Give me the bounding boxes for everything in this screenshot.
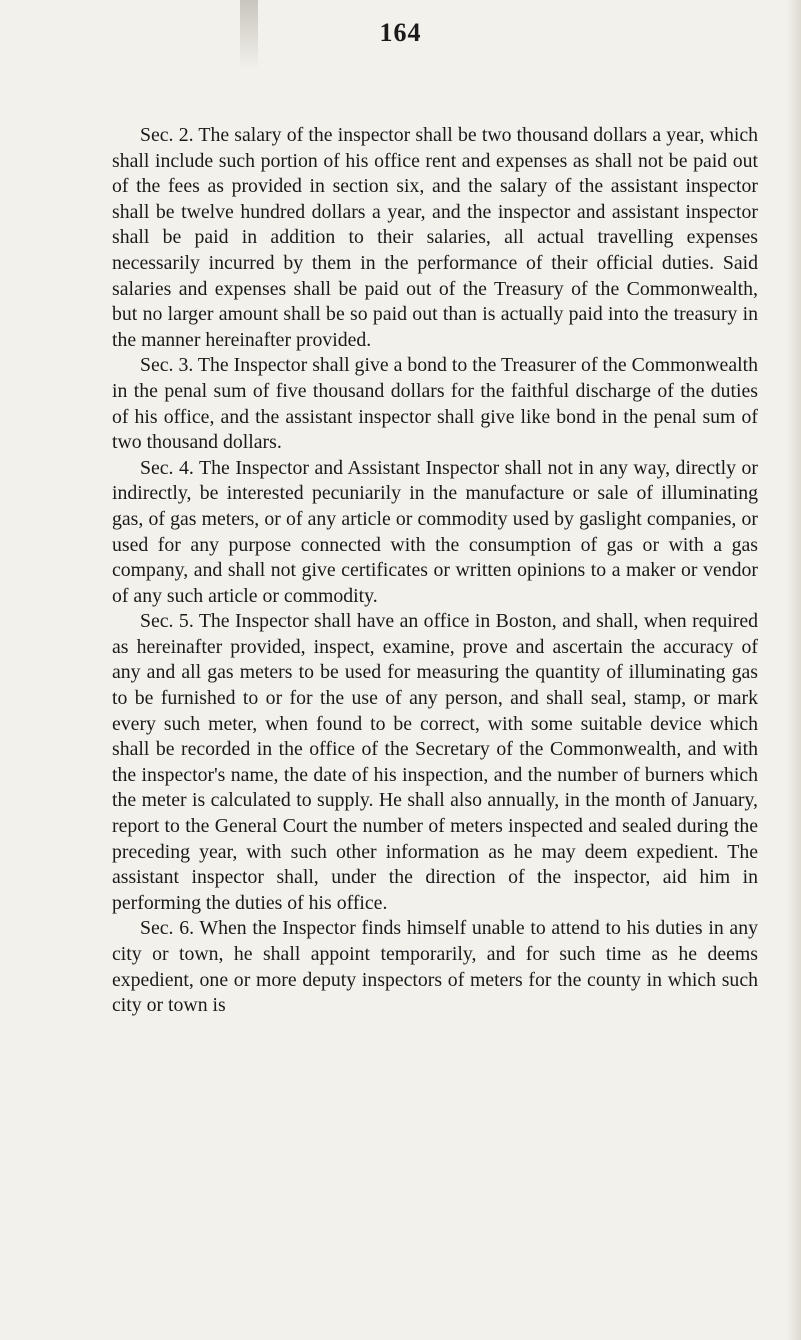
body-text bbox=[112, 123, 758, 1019]
section-5-paragraph: Sec. 5. The Inspector shall have an office in Boston, and shall, when required as hereinafter provided, inspect, examine, prove and ascertain the accuracy of any and all gas meters to be used for measuring the quantity of illuminating gas to be furnished to or for the use of any person, and shall seal, stamp, or mark every such meter, when found to be correct, with some suitable device which shall be recorded in the office of the Secretary of the Commonwealth, and with the inspector's name, the date of his inspection, and the number of burners which the meter is calculated to supply. He shall also annually, in the month of January, report to the General Court the number of meters inspected and sealed during the preceding year, with such other information as he may deem expedient. The assistant inspector shall, under the direction of the inspector, aid him in performing the duties of his office. bbox=[112, 610, 758, 914]
page-edge-shadow bbox=[787, 0, 801, 1340]
section-2-paragraph: Sec. 2. The salary of the inspector shall be two thousand dollars a year, which shall include such portion of his office rent and expenses as shall not be paid out of the fees as provided in section six, and the salary of the assistant inspector shall be twelve hundred dollars a year, and the inspector and assistant inspector shall be paid in addition to their salaries, all actual travelling expenses necessarily incurred by them in the performance of their official duties. Said salaries and expenses shall be paid out of the Treasury of the Commonwealth, but no larger amount shall be so paid out than is actually paid into the treasury in the manner hereinafter provided. bbox=[112, 124, 758, 351]
section-3-paragraph: Sec. 3. The Inspector shall give a bond to the Treasurer of the Commonwealth in the penal sum of five thousand dollars for the faithful discharge of the duties of his office, and the assistant inspector shall give like bond in the penal sum of two thousand dollars. bbox=[112, 354, 758, 454]
page-number: 164 bbox=[379, 18, 422, 47]
section-4-paragraph: Sec. 4. The Inspector and Assistant Inspector shall not in any way, directly or indirectly, be interested pecuniarily in the manufacture or sale of illuminating gas, of gas meters, or of any article or commodity used by gaslight companies, or used for any purpose connected with the consumption of gas or with a gas company, and shall not give certificates or written opinions to a maker or vendor of any such article or commodity. bbox=[112, 456, 758, 607]
section-6-paragraph: Sec. 6. When the Inspector finds himself unable to attend to his duties in any city or town, he shall appoint temporarily, and for such time as he deems expedient, one or more deputy inspectors of meters for the county in which such city or town is bbox=[112, 917, 758, 1017]
